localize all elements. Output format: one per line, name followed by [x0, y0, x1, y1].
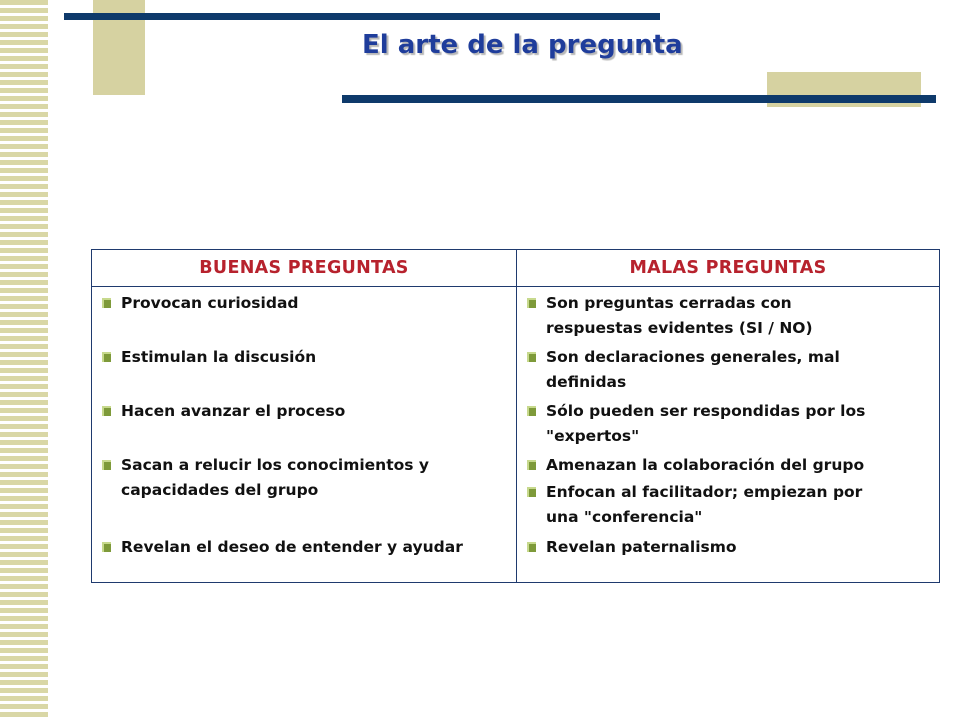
slide-title: El arte de la pregunta — [362, 30, 683, 60]
square-bullet-icon — [527, 406, 536, 416]
table-header-row — [92, 250, 940, 287]
item-text: Estimulan la discusión — [121, 348, 317, 366]
list-item — [92, 291, 512, 316]
malas-preguntas-cell — [517, 287, 940, 583]
header-malas-preguntas: MALAS PREGUNTAS — [517, 250, 940, 287]
list-item — [92, 453, 512, 503]
list-item — [517, 399, 935, 449]
item-text-line-2: "expertos" — [546, 427, 640, 445]
comparison-table — [91, 249, 940, 583]
bottom-title-bar — [342, 95, 936, 103]
buenas-preguntas-cell — [92, 287, 517, 583]
square-bullet-icon — [102, 460, 111, 470]
left-stripe-decoration — [0, 0, 48, 720]
list-item — [517, 291, 935, 341]
square-bullet-icon — [102, 352, 111, 362]
item-text-line-1: Son preguntas cerradas con — [546, 294, 792, 312]
square-bullet-icon — [527, 487, 536, 497]
list-item — [517, 535, 935, 560]
square-bullet-icon — [527, 460, 536, 470]
square-bullet-icon — [102, 298, 111, 308]
square-bullet-icon — [527, 352, 536, 362]
list-item — [517, 345, 935, 395]
square-bullet-icon — [102, 406, 111, 416]
list-item — [517, 453, 935, 478]
list-item — [92, 345, 512, 370]
table-body-row — [92, 287, 940, 583]
item-text-line-1: Enfocan al facilitador; empiezan por — [546, 483, 863, 501]
item-text-line-1: Sacan a relucir los conocimientos y — [121, 456, 430, 474]
item-text-line-2: capacidades del grupo — [121, 481, 319, 499]
square-bullet-icon — [527, 298, 536, 308]
item-text-line-1: Son declaraciones generales, mal — [546, 348, 840, 366]
top-bar — [64, 13, 660, 20]
list-item — [517, 480, 935, 530]
item-text: Revelan paternalismo — [546, 538, 737, 556]
item-text-line-2: una "conferencia" — [546, 508, 703, 526]
square-bullet-icon — [527, 542, 536, 552]
square-bullet-icon — [102, 542, 111, 552]
item-text: Hacen avanzar el proceso — [121, 402, 346, 420]
list-item — [92, 399, 512, 424]
item-text-line-2: respuestas evidentes (SI / NO) — [546, 319, 813, 337]
malas-preguntas-list — [517, 291, 939, 560]
item-text-line-2: definidas — [546, 373, 627, 391]
header-buenas-preguntas: BUENAS PREGUNTAS — [92, 250, 517, 287]
item-text: Provocan curiosidad — [121, 294, 299, 312]
item-text: Amenazan la colaboración del grupo — [546, 456, 865, 474]
item-text-line-1: Sólo pueden ser respondidas por los — [546, 402, 866, 420]
buenas-preguntas-list — [92, 291, 516, 560]
item-text: Revelan el deseo de entender y ayudar — [121, 538, 463, 556]
list-item — [92, 535, 512, 560]
